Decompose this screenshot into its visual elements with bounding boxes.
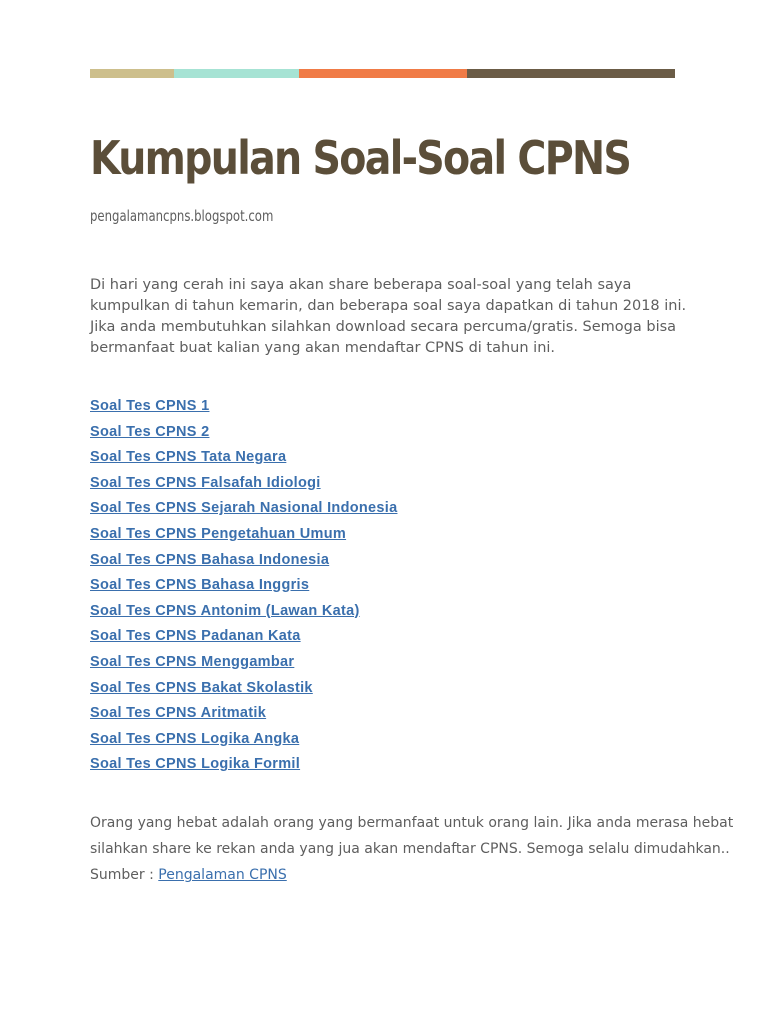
source-label: Sumber :	[90, 867, 159, 883]
list-item	[90, 445, 397, 471]
color-bar-segment-3	[299, 69, 467, 78]
header-color-bar	[90, 69, 675, 78]
page-title: Kumpulan Soal-Soal CPNS	[90, 131, 631, 185]
closing-paragraph	[90, 810, 734, 862]
soal-link-bahasa-indonesia[interactable]: Soal Tes CPNS Bahasa Indonesia	[90, 551, 330, 568]
list-item	[90, 496, 397, 522]
intro-line: Jika anda membutuhkan silahkan download secara percuma/gratis. Semoga bisa	[90, 319, 677, 335]
soal-link-logika-formil[interactable]: Soal Tes CPNS Logika Formil	[90, 756, 301, 773]
list-item	[90, 573, 397, 599]
soal-link-antonim[interactable]: Soal Tes CPNS Antonim (Lawan Kata)	[90, 602, 360, 619]
soal-link-pengetahuan-umum[interactable]: Soal Tes CPNS Pengetahuan Umum	[90, 525, 347, 542]
list-item	[90, 599, 397, 625]
color-bar-segment-1	[90, 69, 174, 78]
list-item	[90, 650, 397, 676]
page-subtitle: pengalamancpns.blogspot.com	[90, 207, 274, 225]
soal-link-2[interactable]: Soal Tes CPNS 2	[90, 423, 210, 440]
color-bar-segment-2	[174, 69, 299, 78]
intro-line: bermanfaat buat kalian yang akan mendaftar CPNS di tahun ini.	[90, 340, 556, 356]
soal-link-bahasa-inggris[interactable]: Soal Tes CPNS Bahasa Inggris	[90, 577, 310, 594]
closing-line: silahkan share ke rekan anda yang jua akan mendaftar CPNS. Semoga selalu dimudahkan..	[90, 841, 730, 857]
closing-line: Orang yang hebat adalah orang yang bermanfaat untuk orang lain. Jika anda merasa hebat	[90, 815, 734, 831]
intro-line: Di hari yang cerah ini saya akan share beberapa soal-soal yang telah saya	[90, 277, 632, 293]
soal-link-padanan-kata[interactable]: Soal Tes CPNS Padanan Kata	[90, 628, 301, 645]
intro-paragraph	[90, 275, 687, 359]
soal-link-1[interactable]: Soal Tes CPNS 1	[90, 398, 210, 414]
list-item	[90, 676, 397, 702]
soal-link-tata-negara[interactable]: Soal Tes CPNS Tata Negara	[90, 449, 287, 466]
list-item	[90, 727, 397, 753]
list-item	[90, 624, 397, 650]
soal-link-logika-angka[interactable]: Soal Tes CPNS Logika Angka	[90, 730, 300, 747]
intro-line: kumpulkan di tahun kemarin, dan beberapa soal saya dapatkan di tahun 2018 ini.	[90, 298, 687, 314]
color-bar-segment-4	[467, 69, 675, 78]
list-item	[90, 522, 397, 548]
list-item	[90, 471, 397, 497]
list-item	[90, 752, 397, 778]
soal-link-falsafah-idiologi[interactable]: Soal Tes CPNS Falsafah Idiologi	[90, 474, 321, 491]
soal-link-aritmatik[interactable]: Soal Tes CPNS Aritmatik	[90, 705, 267, 722]
source-link[interactable]: Pengalaman CPNS	[158, 867, 287, 883]
list-item	[90, 394, 397, 420]
soal-link-sejarah-nasional[interactable]: Soal Tes CPNS Sejarah Nasional Indonesia	[90, 500, 398, 517]
soal-link-list	[90, 394, 397, 778]
soal-link-bakat-skolastik[interactable]: Soal Tes CPNS Bakat Skolastik	[90, 679, 313, 696]
source-line	[90, 864, 287, 886]
soal-link-menggambar[interactable]: Soal Tes CPNS Menggambar	[90, 653, 295, 670]
list-item	[90, 548, 397, 574]
list-item	[90, 701, 397, 727]
list-item	[90, 420, 397, 446]
